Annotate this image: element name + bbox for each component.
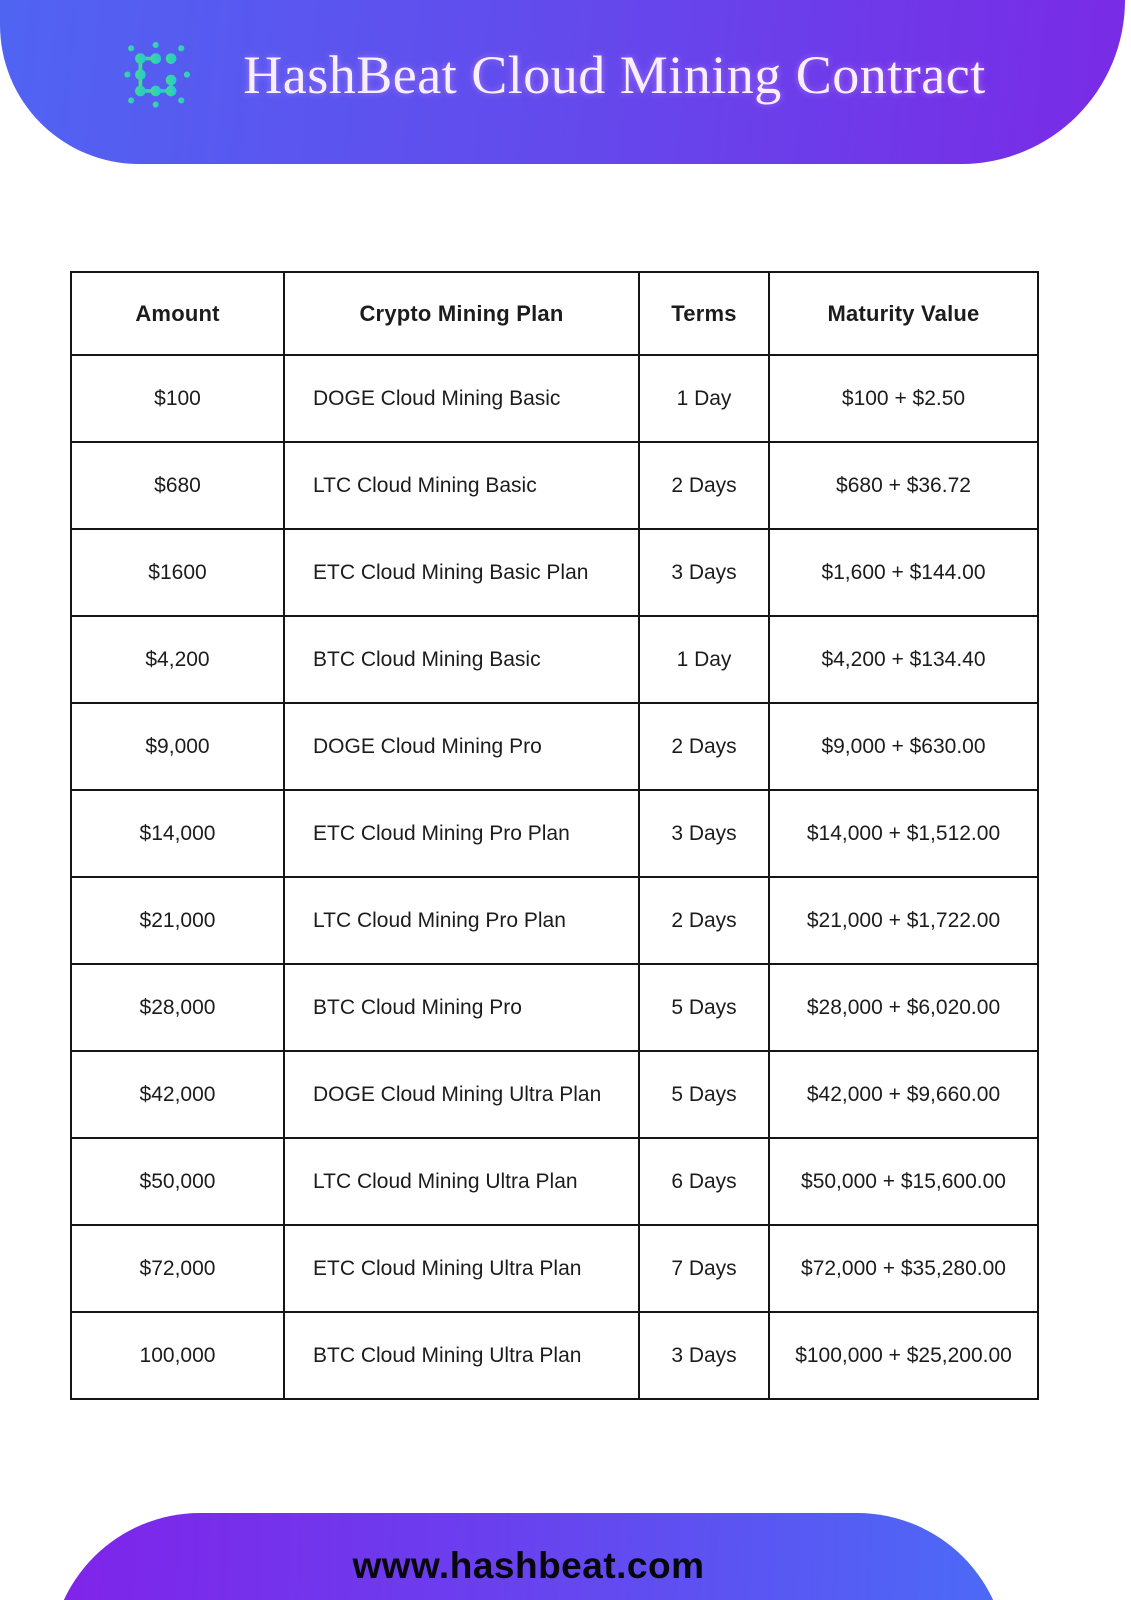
maturity-cell: $9,000 + $630.00 bbox=[769, 703, 1038, 790]
amount-cell: $1600 bbox=[71, 529, 284, 616]
pricing-table bbox=[70, 271, 1039, 1400]
table-row bbox=[71, 1138, 1038, 1225]
terms-cell: 1 Day bbox=[639, 616, 769, 703]
table-row bbox=[71, 442, 1038, 529]
terms-cell: 3 Days bbox=[639, 790, 769, 877]
amount-cell: $100 bbox=[71, 355, 284, 442]
amount-cell: $14,000 bbox=[71, 790, 284, 877]
maturity-cell: $50,000 + $15,600.00 bbox=[769, 1138, 1038, 1225]
terms-cell: 7 Days bbox=[639, 1225, 769, 1312]
plan-cell: ETC Cloud Mining Ultra Plan bbox=[284, 1225, 639, 1312]
plan-cell: LTC Cloud Mining Ultra Plan bbox=[284, 1138, 639, 1225]
maturity-cell: $72,000 + $35,280.00 bbox=[769, 1225, 1038, 1312]
hash-dots-icon bbox=[108, 33, 200, 125]
plan-cell: LTC Cloud Mining Pro Plan bbox=[284, 877, 639, 964]
plan-cell: DOGE Cloud Mining Pro bbox=[284, 703, 639, 790]
website-url: www.hashbeat.com bbox=[352, 1545, 705, 1586]
footer-banner bbox=[50, 1513, 1007, 1600]
amount-cell: $42,000 bbox=[71, 1051, 284, 1138]
terms-cell: 3 Days bbox=[639, 529, 769, 616]
table-row bbox=[71, 790, 1038, 877]
table-row bbox=[71, 1225, 1038, 1312]
table-row bbox=[71, 529, 1038, 616]
table-header bbox=[71, 272, 1038, 355]
maturity-cell: $14,000 + $1,512.00 bbox=[769, 790, 1038, 877]
table-row bbox=[71, 355, 1038, 442]
table-row bbox=[71, 877, 1038, 964]
terms-cell: 5 Days bbox=[639, 1051, 769, 1138]
table-row bbox=[71, 1051, 1038, 1138]
table-row bbox=[71, 964, 1038, 1051]
plan-cell: BTC Cloud Mining Pro bbox=[284, 964, 639, 1051]
maturity-cell: $4,200 + $134.40 bbox=[769, 616, 1038, 703]
column-header-plan: Crypto Mining Plan bbox=[284, 272, 639, 355]
plan-cell: DOGE Cloud Mining Ultra Plan bbox=[284, 1051, 639, 1138]
amount-cell: $72,000 bbox=[71, 1225, 284, 1312]
plan-cell: DOGE Cloud Mining Basic bbox=[284, 355, 639, 442]
plan-cell: BTC Cloud Mining Basic bbox=[284, 616, 639, 703]
terms-cell: 2 Days bbox=[639, 442, 769, 529]
amount-cell: 100,000 bbox=[71, 1312, 284, 1399]
maturity-cell: $21,000 + $1,722.00 bbox=[769, 877, 1038, 964]
terms-cell: 5 Days bbox=[639, 964, 769, 1051]
page-title: HashBeat Cloud Mining Contract bbox=[243, 45, 986, 105]
amount-cell: $28,000 bbox=[71, 964, 284, 1051]
maturity-cell: $100,000 + $25,200.00 bbox=[769, 1312, 1038, 1399]
terms-cell: 2 Days bbox=[639, 703, 769, 790]
table-row bbox=[71, 616, 1038, 703]
table-row bbox=[71, 1312, 1038, 1399]
maturity-cell: $100 + $2.50 bbox=[769, 355, 1038, 442]
table-body bbox=[71, 355, 1038, 1399]
maturity-cell: $680 + $36.72 bbox=[769, 442, 1038, 529]
terms-cell: 6 Days bbox=[639, 1138, 769, 1225]
terms-cell: 3 Days bbox=[639, 1312, 769, 1399]
column-header-maturity: Maturity Value bbox=[769, 272, 1038, 355]
amount-cell: $680 bbox=[71, 442, 284, 529]
amount-cell: $50,000 bbox=[71, 1138, 284, 1225]
plan-cell: ETC Cloud Mining Pro Plan bbox=[284, 790, 639, 877]
terms-cell: 2 Days bbox=[639, 877, 769, 964]
amount-cell: $9,000 bbox=[71, 703, 284, 790]
column-header-amount: Amount bbox=[71, 272, 284, 355]
terms-cell: 1 Day bbox=[639, 355, 769, 442]
plan-cell: ETC Cloud Mining Basic Plan bbox=[284, 529, 639, 616]
amount-cell: $21,000 bbox=[71, 877, 284, 964]
amount-cell: $4,200 bbox=[71, 616, 284, 703]
plan-cell: BTC Cloud Mining Ultra Plan bbox=[284, 1312, 639, 1399]
maturity-cell: $42,000 + $9,660.00 bbox=[769, 1051, 1038, 1138]
plan-cell: LTC Cloud Mining Basic bbox=[284, 442, 639, 529]
table-header-row bbox=[71, 272, 1038, 355]
table-row bbox=[71, 703, 1038, 790]
maturity-cell: $28,000 + $6,020.00 bbox=[769, 964, 1038, 1051]
maturity-cell: $1,600 + $144.00 bbox=[769, 529, 1038, 616]
column-header-terms: Terms bbox=[639, 272, 769, 355]
header-banner bbox=[0, 0, 1125, 164]
